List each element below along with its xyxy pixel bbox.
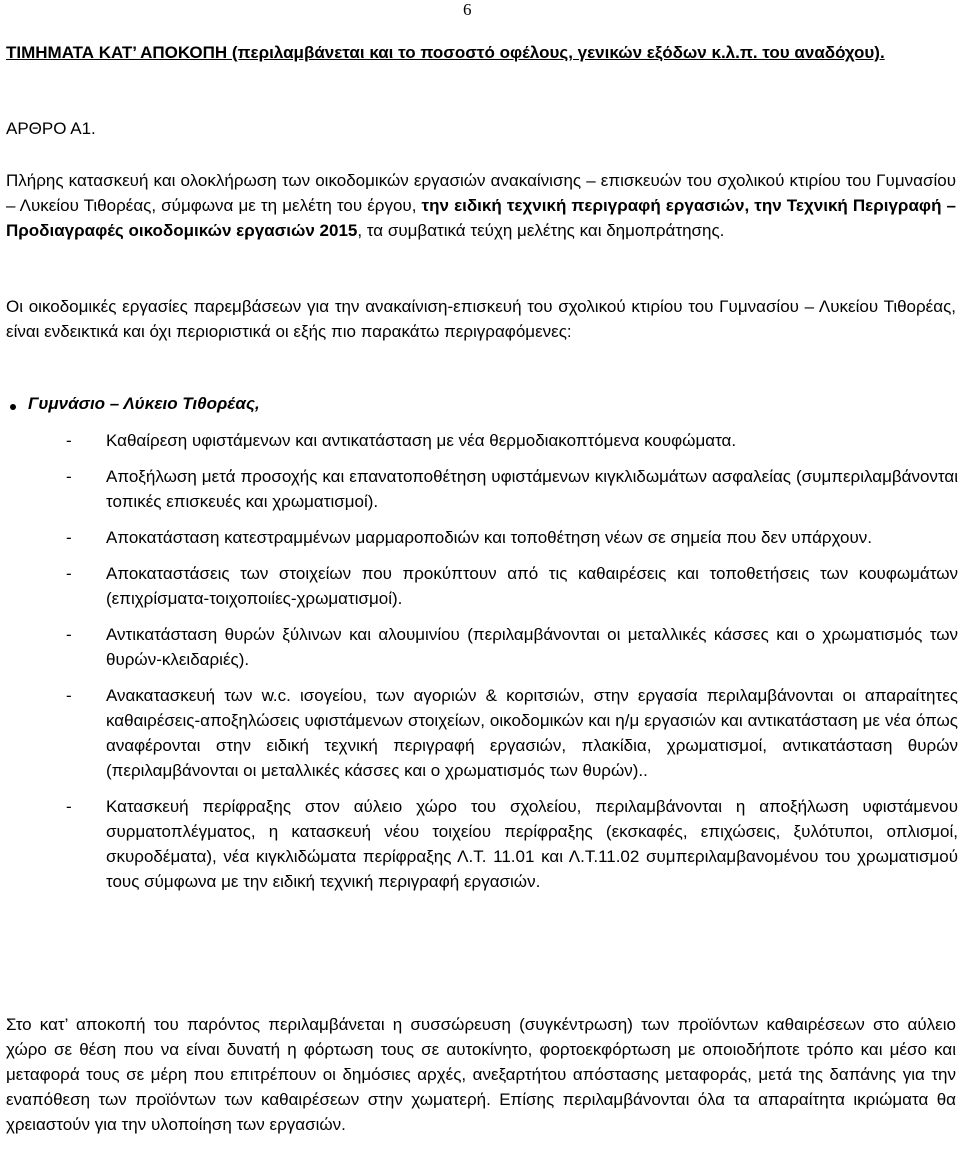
dash-icon: -: [66, 467, 72, 486]
dash-icon: -: [66, 431, 72, 450]
intro-bold-text: την ειδική τεχνική περιγραφή εργασιών, την Τεχνική Περιγραφή – Προδιαγραφές οικοδομικών εργασιών 2015: [6, 196, 956, 240]
list-item: [66, 561, 958, 611]
list-item: [66, 428, 958, 453]
dash-icon: -: [66, 686, 72, 705]
list-item: [66, 464, 958, 514]
dash-icon: -: [66, 564, 72, 583]
bullet-label: Γυμνάσιο – Λύκειο Τιθορέας,: [28, 394, 260, 413]
article-title: ΑΡΘΡΟ Α1.: [6, 119, 96, 138]
dash-icon: -: [66, 625, 72, 644]
page-number: 6: [463, 0, 472, 19]
list-item-text: Αντικατάσταση θυρών ξύλινων και αλουμινίου (περιλαμβάνονται οι μεταλλικές κάσσες και ο χρωματισμός των θυρών-κλειδαριές).: [106, 625, 958, 669]
closing-paragraph: Στο κατ’ αποκοπή του παρόντος περιλαμβάνεται η συσσώρευση (συγκέντρωση) των προϊόντων καθαιρέσεων στο αύλειο χώρο σε θέση που να είναι δυνατή η φόρτωση τους σε αυτοκίνητο, φορτοεκφόρτωση με οποιοδήποτε τρόπο και μέσο και μεταφορά τους σε μέρη που επιτρέπουν οι δημόσιες αρχές, ανεξαρτήτου απόστασης μεταφοράς, μετά της δαπάνης για την εναπόθεση των προϊόντων των καθαιρέσεων στην χωματερή. Επίσης περιλαμβάνονται όλα τα απαραίτητα ικριώματα θα χρειαστούν για την υλοποίηση των εργασιών.: [6, 1015, 956, 1134]
list-item: [66, 525, 958, 550]
list-item-text: Αποκαταστάσεις των στοιχείων που προκύπτουν από τις καθαιρέσεις και τοποθετήσεις των κουφωμάτων (επιχρίσματα-τοιχοποιίες-χρωματισμοί).: [106, 564, 958, 608]
intro-paragraph: [6, 168, 956, 243]
works-list: [66, 428, 958, 905]
list-item-text: Κατασκευή περίφραξης στον αύλειο χώρο του σχολείου, περιλαμβάνονται η αποξήλωση υφιστάμενου συρματοπλέγματος, η κατασκευή νέου τοιχείου περίφραξης (εκσκαφές, επιχώσεις, ξυλότυποι, οπλισμοί, σκυροδέματα), νέα κιγκλιδώματα περίφραξης Λ.Τ. 11.01 και Λ.Τ.11.02 συμπεριλαμβανομένου του χρωματισμού τους σύμφωνα με την ειδική τεχνική περιγραφή εργασιών.: [106, 797, 958, 891]
list-item: [66, 683, 958, 783]
intro-text-1: Πλήρης κατασκευή και ολοκλήρωση των οικοδομικών εργασιών ανακαίνισης – επισκευών του σχολικού κτιρίου του Γυμνασίου – Λυκείου Τιθορέας, σύμφωνα με τη μελέτη του έργου,: [6, 171, 956, 215]
bullet-dot-icon: [10, 404, 16, 410]
list-item-text: Αποξήλωση μετά προσοχής και επανατοποθέτηση υφιστάμενων κιγκλιδωμάτων ασφαλείας (συμπεριλαμβάνονται τοπικές επισκευές και χρωματισμοί).: [106, 467, 958, 511]
bullet-heading: [28, 394, 260, 414]
dash-icon: -: [66, 797, 72, 816]
intro-text-2: , τα συμβατικά τεύχη μελέτης και δημοπράτησης.: [357, 221, 725, 240]
list-item-text: Αποκατάσταση κατεστραμμένων μαρμαροποδιών και τοποθέτηση νέων σε σημεία που δεν υπάρχουν.: [106, 528, 873, 547]
section-heading: ΤΙΜΗΜΑΤΑ ΚΑΤ’ ΑΠΟΚΟΠΗ (περιλαμβάνεται και το ποσοστό οφέλους, γενικών εξόδων κ.λ.π. του αναδόχου).: [6, 43, 885, 62]
list-item-text: Καθαίρεση υφιστάμενων και αντικατάσταση με νέα θερμοδιακοπτόμενα κουφώματα.: [106, 431, 737, 450]
dash-icon: -: [66, 528, 72, 547]
works-paragraph: Οι οικοδομικές εργασίες παρεμβάσεων για την ανακαίνιση-επισκευή του σχολικού κτιρίου του Γυμνασίου – Λυκείου Τιθορέας, είναι ενδεικτικά και όχι περιοριστικά οι εξής πιο παρακάτω περιγραφόμενες:: [6, 297, 956, 341]
list-item: [66, 794, 958, 894]
list-item-text: Ανακατασκευή των w.c. ισογείου, των αγοριών & κοριτσιών, στην εργασία περιλαμβάνονται οι απαραίτητες καθαιρέσεις-αποξηλώσεις υφιστάμενων στοιχείων, οικοδομικών και η/μ εργασιών και αντικατάσταση με νέα όπως αναφέρονται στην ειδική τεχνική περιγραφή εργασιών, πλακίδια, χρωματισμοί, αντικατάσταση θυρών (περιλαμβάνονται οι μεταλλικές κάσσες και ο χρωματισμός των θυρών)..: [106, 686, 958, 780]
list-item: [66, 622, 958, 672]
